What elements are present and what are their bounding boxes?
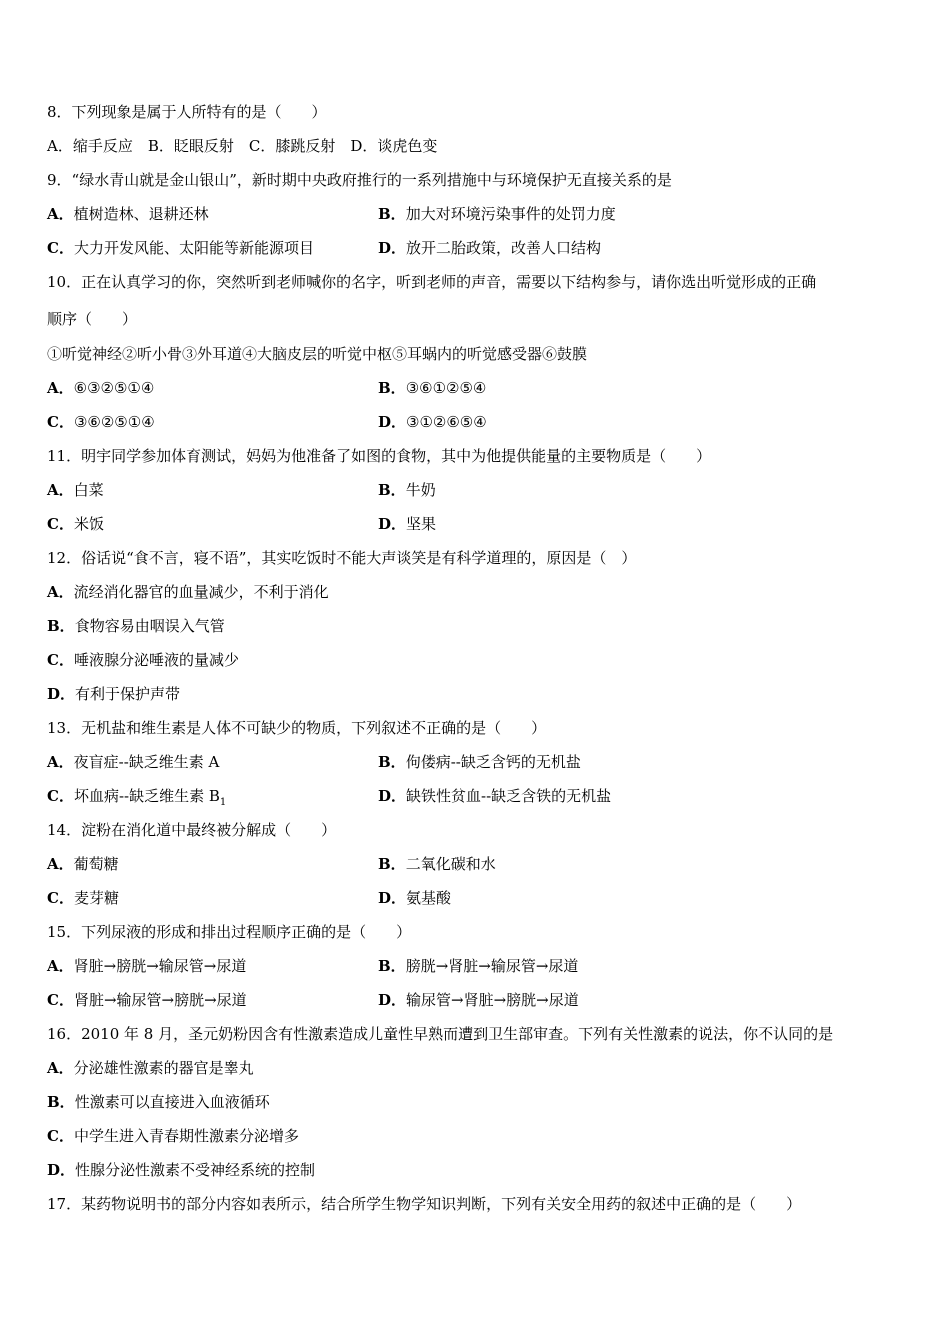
question-13-option-d: D．缺铁性贫血--缺乏含铁的无机盐 xyxy=(378,787,612,805)
question-12-option-a: A．流经消化器官的血量减少，不利于消化 xyxy=(47,583,329,601)
question-12-option-d: D．有利于保护声带 xyxy=(47,685,181,703)
question-12-option-c: C．唾液腺分泌唾液的量减少 xyxy=(47,651,239,669)
question-12-option-b: B．食物容易由咽误入气管 xyxy=(47,617,225,635)
question-16-option-a: A．分泌雄性激素的器官是睾丸 xyxy=(47,1059,254,1077)
question-15-option-c: C．肾脏→输尿管→膀胱→尿道 xyxy=(47,991,247,1009)
question-11-option-d: D．坚果 xyxy=(378,515,437,533)
question-9-stem: 9．“绿水青山就是金山银山”，新时期中央政府推行的一系列措施中与环境保护无直接关系的是 xyxy=(47,171,672,189)
question-10-stem-cont: 顺序（ ） xyxy=(47,310,138,328)
question-13-stem: 13．无机盐和维生素是人体不可缺少的物质，下列叙述不正确的是（ ） xyxy=(47,719,547,737)
question-17-stem: 17．某药物说明书的部分内容如表所示，结合所学生物学知识判断，下列有关安全用药的叙述中正确的是（ ） xyxy=(47,1195,802,1213)
question-8-options: A．缩手反应 B．眨眼反射 C．膝跳反射 D．谈虎色变 xyxy=(47,137,438,155)
question-9-option-c: C．大力开发风能、太阳能等新能源项目 xyxy=(47,239,314,257)
question-13-option-a: A．夜盲症--缺乏维生素 A xyxy=(47,753,220,771)
question-16-option-d: D．性腺分泌性激素不受神经系统的控制 xyxy=(47,1161,316,1179)
question-14-option-a: A．葡萄糖 xyxy=(47,855,119,873)
question-11-option-b: B．牛奶 xyxy=(378,481,436,499)
question-14-option-d: D．氨基酸 xyxy=(378,889,452,907)
question-9-option-b: B．加大对环境污染事件的处罚力度 xyxy=(378,205,616,223)
question-11-stem: 11．明宇同学参加体育测试，妈妈为他准备了如图的食物，其中为他提供能量的主要物质是（ ） xyxy=(47,447,712,465)
question-9-option-d: D．放开二胎政策，改善人口结构 xyxy=(378,239,602,257)
question-10-option-c: C．③⑥②⑤①④ xyxy=(47,413,155,431)
question-12-stem: 12．俗话说“食不言，寝不语”，其实吃饭时不能大声谈笑是有科学道理的，原因是（ ） xyxy=(47,549,637,567)
question-10-structure-list: ①听觉神经②听小骨③外耳道④大脑皮层的听觉中枢⑤耳蜗内的听觉感受器⑥鼓膜 xyxy=(47,345,588,363)
question-9-option-a: A．植树造林、退耕还林 xyxy=(47,205,209,223)
question-15-option-d: D．输尿管→肾脏→膀胱→尿道 xyxy=(378,991,579,1009)
question-10-option-a: A．⑥③②⑤①④ xyxy=(47,379,155,397)
question-16-stem: 16．2010 年 8 月，圣元奶粉因含有性激素造成儿童性早熟而遭到卫生部审查。下列有关性激素的说法，你不认同的是 xyxy=(47,1025,834,1043)
question-14-stem: 14．淀粉在消化道中最终被分解成（ ） xyxy=(47,821,337,839)
question-15-option-b: B．膀胱→肾脏→输尿管→尿道 xyxy=(378,957,579,975)
question-16-option-c: C．中学生进入青春期性激素分泌增多 xyxy=(47,1127,299,1145)
question-15-stem: 15．下列尿液的形成和排出过程顺序正确的是（ ） xyxy=(47,923,412,941)
question-10-option-b: B．③⑥①②⑤④ xyxy=(378,379,487,397)
question-10-option-d: D．③①②⑥⑤④ xyxy=(378,413,487,431)
question-11-option-a: A．白菜 xyxy=(47,481,104,499)
question-15-option-a: A．肾脏→膀胱→输尿管→尿道 xyxy=(47,957,247,975)
question-8-stem: 8．下列现象是属于人所特有的是（ ） xyxy=(47,103,327,121)
question-11-option-c: C．米饭 xyxy=(47,515,104,533)
question-13-option-c: C．坏血病--缺乏维生素 $B_1$ xyxy=(47,787,227,808)
question-10-stem: 10．正在认真学习的你，突然听到老师喊你的名字，听到老师的声音，需要以下结构参与，请你选出听觉形成的正确 xyxy=(47,273,817,291)
question-16-option-b: B．性激素可以直接进入血液循环 xyxy=(47,1093,270,1111)
question-14-option-c: C．麦芽糖 xyxy=(47,889,119,907)
question-13-option-b: B．佝偻病--缺乏含钙的无机盐 xyxy=(378,753,581,771)
subscript: 1 xyxy=(219,797,227,808)
question-14-option-b: B．二氧化碳和水 xyxy=(378,855,496,873)
